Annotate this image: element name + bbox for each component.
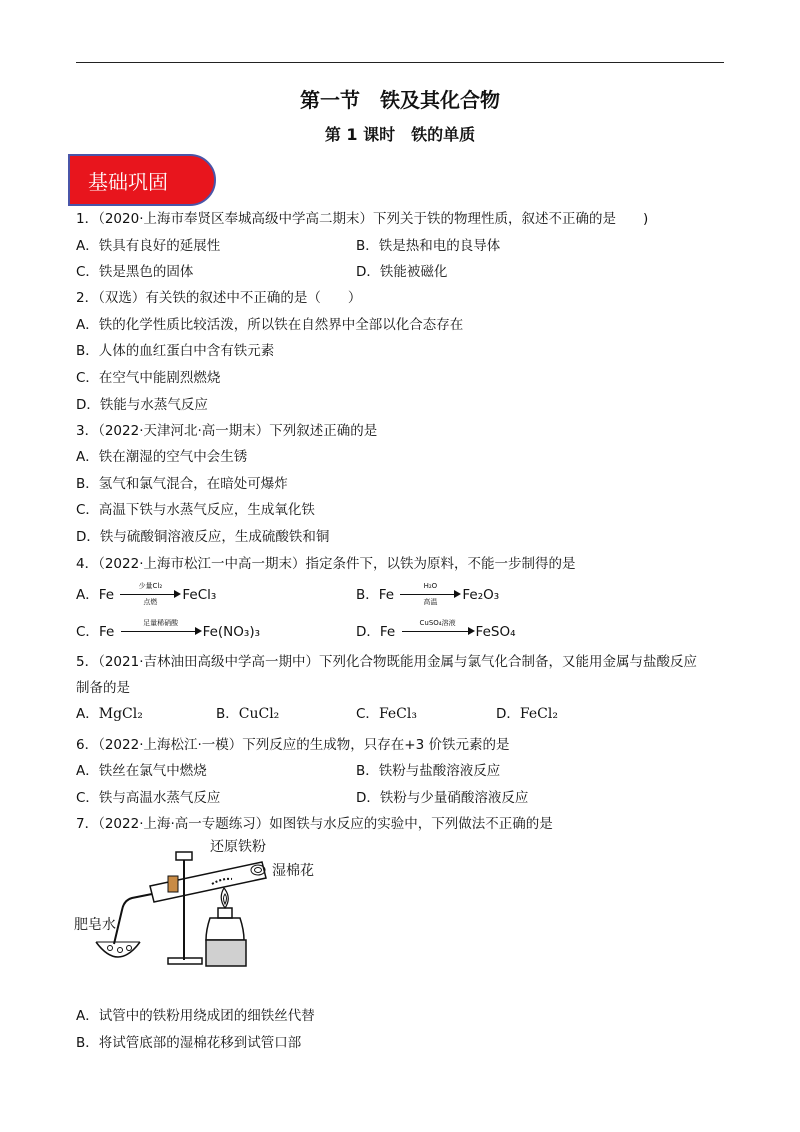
q4-option-c — [76, 621, 260, 643]
q2-option-c: C．在空气中能剧烈燃烧 — [76, 370, 221, 386]
q5-option-d — [496, 705, 558, 723]
option-letter: D． — [356, 624, 380, 640]
q1-option-d: D．铁能被磁化 — [356, 264, 448, 280]
product: Fe(NO₃)₃ — [202, 624, 260, 640]
section-banner: 基础巩固 — [68, 154, 216, 206]
q2-option-d: D．铁能与水蒸气反应 — [76, 397, 208, 413]
arrow-condition-above: 足量稀硝酸 — [143, 619, 179, 627]
q4-option-d — [356, 621, 516, 643]
q5-option-b — [216, 705, 279, 723]
reactant: Fe — [98, 624, 115, 640]
q6-option-d: D．铁粉与少量硝酸溶液反应 — [356, 790, 529, 806]
question-1-stem: 1．（2020·上海市奉贤区奉城高级中学高二期末）下列关于铁的物理性质，叙述不正确的是 ) — [76, 211, 649, 227]
question-3-stem: 3．（2022·天津河北·高一期末）下列叙述正确的是 — [76, 423, 378, 439]
reaction-arrow — [120, 584, 180, 606]
q4-option-a — [76, 584, 216, 606]
reaction-arrow — [400, 584, 460, 606]
q2-option-b: B．人体的血红蛋白中含有铁元素 — [76, 343, 275, 359]
question-2-stem: 2．（双选）有关铁的叙述中不正确的是（ ） — [76, 290, 362, 306]
label-iron-powder: 还原铁粉 — [210, 839, 266, 855]
q3-option-c: C．高温下铁与水蒸气反应，生成氧化铁 — [76, 502, 315, 518]
option-letter: C． — [356, 706, 379, 722]
question-5-stem-cont: 制备的是 — [76, 680, 130, 696]
q5-option-a — [76, 705, 143, 723]
apparatus-drawing — [72, 832, 342, 982]
q6-option-b: B．铁粉与盐酸溶液反应 — [356, 763, 501, 779]
product: Fe₂O₃ — [462, 587, 500, 603]
q3-option-d: D．铁与硫酸铜溶液反应，生成硫酸铁和铜 — [76, 529, 330, 545]
arrow-condition-above: CuSO₄溶液 — [419, 619, 456, 627]
q6-option-c: C．铁与高温水蒸气反应 — [76, 790, 221, 806]
q4-option-b — [356, 584, 499, 606]
option-letter: C． — [76, 624, 99, 640]
q2-option-a: A．铁的化学性质比较活泼，所以铁在自然界中全部以化合态存在 — [76, 317, 464, 333]
reaction-arrow — [402, 621, 474, 643]
section-title: 第一节 铁及其化合物 — [300, 88, 500, 112]
arrow-condition-above: H₂O — [423, 582, 438, 590]
question-4-stem: 4．（2022·上海市松江一中高一期末）指定条件下，以铁为原料，不能一步制得的是 — [76, 556, 576, 572]
question-7-stem: 7．（2022·上海·高一专题练习）如图铁与水反应的实验中，下列做法不正确的是 — [76, 816, 553, 832]
arrow-condition-below: 点燃 — [143, 598, 158, 606]
product: FeSO₄ — [475, 624, 516, 640]
q1-option-b: B．铁是热和电的良导体 — [356, 238, 501, 254]
label-wet-cotton: 湿棉花 — [272, 863, 314, 879]
apparatus-figure — [72, 832, 342, 982]
q7-option-b: B．将试管底部的湿棉花移到试管口部 — [76, 1035, 302, 1051]
formula: FeCl₂ — [519, 706, 558, 722]
question-6-stem: 6．（2022·上海松江·一模）下列反应的生成物，只存在+3 价铁元素的是 — [76, 737, 510, 753]
label-soapy-water: 肥皂水 — [74, 917, 116, 933]
q3-option-b: B．氢气和氯气混合，在暗处可爆炸 — [76, 476, 288, 492]
option-letter: A． — [76, 706, 99, 722]
q1-option-a: A．铁具有良好的延展性 — [76, 238, 221, 254]
product: FeCl₃ — [182, 587, 217, 603]
q7-option-a: A．试管中的铁粉用绕成团的细铁丝代替 — [76, 1008, 315, 1024]
formula: MgCl₂ — [98, 706, 143, 722]
formula: FeCl₃ — [378, 706, 417, 722]
reactant: Fe — [98, 587, 115, 603]
q6-option-a: A．铁丝在氯气中燃烧 — [76, 763, 207, 779]
header-rule — [76, 62, 724, 63]
option-letter: A． — [76, 587, 99, 603]
arrow-condition-above: 少量Cl₂ — [138, 582, 163, 590]
q3-option-a: A．铁在潮湿的空气中会生锈 — [76, 449, 248, 465]
reactant: Fe — [379, 624, 396, 640]
formula: CuCl₂ — [238, 706, 280, 722]
q1-option-c: C．铁是黑色的固体 — [76, 264, 194, 280]
arrow-condition-below: 高温 — [423, 598, 438, 606]
option-letter: D． — [496, 706, 520, 722]
reaction-arrow — [121, 621, 201, 643]
q5-option-c — [356, 705, 417, 723]
option-letter: B． — [216, 706, 239, 722]
option-letter: B． — [356, 587, 379, 603]
lesson-subtitle: 第 1 课时 铁的单质 — [324, 125, 476, 144]
question-5-stem: 5．（2021·吉林油田高级中学高一期中）下列化合物既能用金属与氯气化合制备，又能用金属与盐酸反应 — [76, 654, 697, 670]
reactant: Fe — [378, 587, 395, 603]
